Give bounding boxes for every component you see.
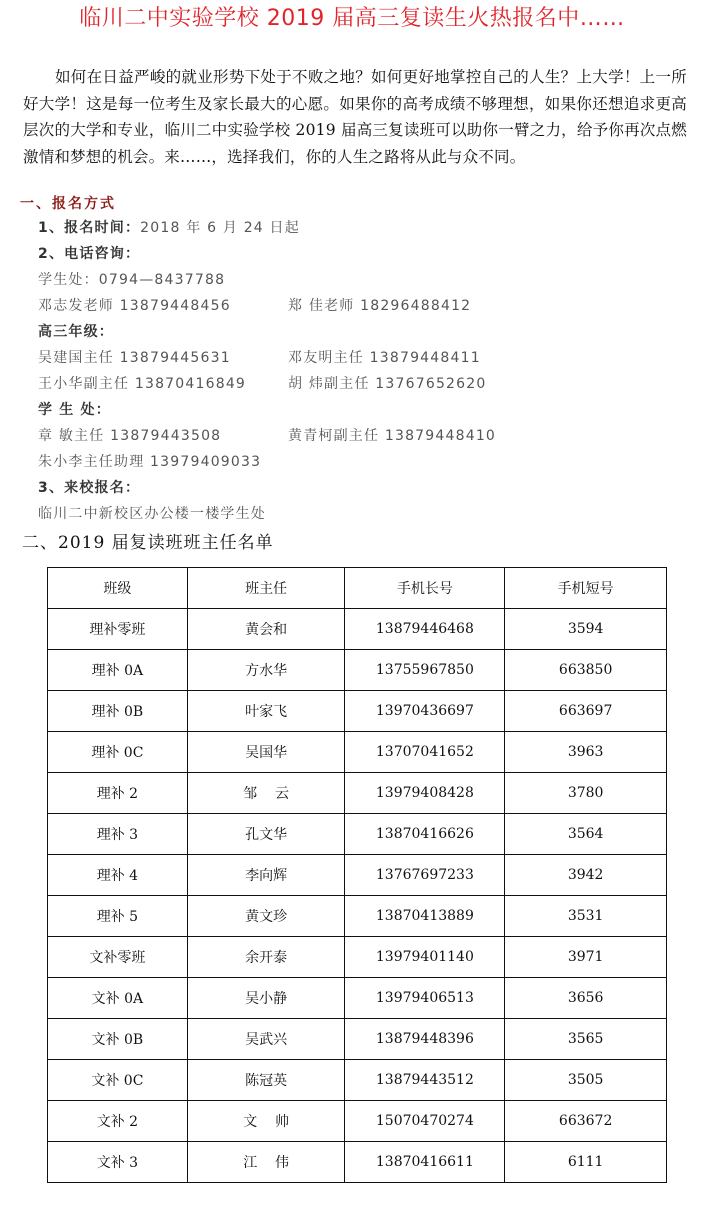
class-cell: 文补 0C (48, 1060, 188, 1101)
mobile-long-cell: 13707041652 (345, 732, 505, 773)
teacher-cell: 叶家飞 (187, 691, 345, 732)
class-cell: 理补 3 (48, 814, 188, 855)
phone-consult-heading: 2、电话咨询： (38, 246, 141, 262)
intro-paragraph: 如何在日益严峻的就业形势下处于不败之地？如何更好地掌控自己的人生？上大学！上一所好大学！这是每一位考生及家长最大的心愿。如果你的高考成绩不够理想，如果你还想追求更高层次的大学和专业，临川二中实验学校 2019 届高三复读班可以助你一臂之力，给予你再次点燃激情和梦想的机会。来……，选择我们，你的人生之路将从此与众不同。 (23, 68, 687, 166)
column-header-teacher: 班主任 (187, 568, 345, 609)
table-row (48, 732, 667, 773)
mobile-long-cell: 13870416611 (345, 1142, 505, 1183)
visit-heading: 3、来校报名： (38, 480, 141, 496)
class-cell: 理补 0C (48, 732, 188, 773)
mobile-short-cell: 6111 (505, 1142, 667, 1183)
mobile-long-cell: 13870416626 (345, 814, 505, 855)
mobile-short-cell: 663850 (505, 650, 667, 691)
mobile-short-cell: 3505 (505, 1060, 667, 1101)
class-cell: 文补 0B (48, 1019, 188, 1060)
student-office-contacts-row (38, 426, 497, 446)
mobile-short-cell: 3780 (505, 773, 667, 814)
grade3-contacts-row (38, 348, 481, 368)
visit-location: 临川二中新校区办公楼一楼学生处 (38, 506, 266, 522)
student-office-contact: 黄青柯副主任 13879448410 (288, 428, 497, 444)
mobile-long-cell: 13979406513 (345, 978, 505, 1019)
mobile-long-cell: 13767697233 (345, 855, 505, 896)
student-office-label (38, 400, 111, 420)
teacher-cell: 黄文珍 (187, 896, 345, 937)
teacher-cell: 吴国华 (187, 732, 345, 773)
mobile-short-cell: 3656 (505, 978, 667, 1019)
teacher-cell: 余开泰 (187, 937, 345, 978)
mobile-long-cell: 13755967850 (345, 650, 505, 691)
grade3-contact: 吴建国主任 13879445631 (38, 350, 231, 366)
grade3-contacts-row (38, 374, 487, 394)
mobile-short-cell: 3531 (505, 896, 667, 937)
head-teacher-table (47, 567, 667, 1183)
table-row (48, 609, 667, 650)
teacher-cell: 方水华 (187, 650, 345, 691)
mobile-short-cell: 3971 (505, 937, 667, 978)
mobile-short-cell: 3565 (505, 1019, 667, 1060)
mobile-long-cell: 13970436697 (345, 691, 505, 732)
table-row (48, 937, 667, 978)
phone-consult-label (38, 244, 140, 264)
mobile-short-cell: 3963 (505, 732, 667, 773)
column-header-class: 班级 (48, 568, 188, 609)
class-cell: 理补 5 (48, 896, 188, 937)
table-row (48, 650, 667, 691)
student-office-contacts-row (38, 452, 261, 472)
registration-time-label: 1、报名时间： (38, 220, 141, 236)
table-row (48, 855, 667, 896)
mobile-long-cell: 13979408428 (345, 773, 505, 814)
teacher-cell: 吴武兴 (187, 1019, 345, 1060)
mobile-short-cell: 663672 (505, 1101, 667, 1142)
class-cell: 文补零班 (48, 937, 188, 978)
student-office-contact: 章 敏主任 13879443508 (38, 428, 222, 444)
table-row (48, 1101, 667, 1142)
grade3-label (38, 322, 114, 342)
mobile-long-cell: 13870413889 (345, 896, 505, 937)
student-office-contact: 朱小李主任助理 13979409033 (38, 454, 262, 470)
teacher-cell: 邹 云 (187, 773, 345, 814)
table-row (48, 773, 667, 814)
class-cell: 理补 0A (48, 650, 188, 691)
teacher-cell: 吴小静 (187, 978, 345, 1019)
teacher-cell: 李向辉 (187, 855, 345, 896)
class-cell: 文补 2 (48, 1101, 188, 1142)
class-cell: 理补 4 (48, 855, 188, 896)
teacher-contact: 邓志发老师 13879448456 (38, 298, 231, 314)
table-header-row (48, 568, 667, 609)
mobile-long-cell: 15070470274 (345, 1101, 505, 1142)
column-header-mobile-long: 手机长号 (345, 568, 505, 609)
column-header-mobile-short: 手机短号 (505, 568, 667, 609)
student-office-heading: 学 生 处： (38, 402, 111, 418)
table-row (48, 896, 667, 937)
teacher-cell: 孔文华 (187, 814, 345, 855)
class-cell: 理补 0B (48, 691, 188, 732)
table-row (48, 1060, 667, 1101)
table-row (48, 814, 667, 855)
student-office-phone: 学生处：0794—8437788 (38, 272, 226, 288)
mobile-short-cell: 3942 (505, 855, 667, 896)
grade3-contact: 王小华副主任 13870416849 (38, 376, 247, 392)
teacher-cell: 陈冠英 (187, 1060, 345, 1101)
table-row (48, 1142, 667, 1183)
page-title: 临川二中实验学校 2019 届高三复读生火热报名中…… (79, 6, 625, 31)
grade3-contact: 胡 炜副主任 13767652620 (288, 376, 487, 392)
class-cell: 理补零班 (48, 609, 188, 650)
grade3-heading: 高三年级： (38, 324, 114, 340)
mobile-short-cell: 3564 (505, 814, 667, 855)
class-cell: 文补 3 (48, 1142, 188, 1183)
registration-time-value: 2018 年 6 月 24 日起 (140, 220, 300, 236)
table-row (48, 1019, 667, 1060)
table-row (48, 978, 667, 1019)
teacher-cell: 黄会和 (187, 609, 345, 650)
mobile-long-cell: 13879443512 (345, 1060, 505, 1101)
section-heading-registration: 一、报名方式 (20, 196, 116, 212)
mobile-short-cell: 3594 (505, 609, 667, 650)
teacher-contacts (38, 296, 472, 316)
table-row (48, 691, 667, 732)
mobile-short-cell: 663697 (505, 691, 667, 732)
class-cell: 文补 0A (48, 978, 188, 1019)
teacher-cell: 文 帅 (187, 1101, 345, 1142)
grade3-contact: 邓友明主任 13879448411 (288, 350, 481, 366)
teacher-contact: 郑 佳老师 18296488412 (288, 298, 472, 314)
visit-label (38, 478, 140, 498)
class-cell: 理补 2 (48, 773, 188, 814)
section-heading-teacher-list: 二、2019 届复读班班主任名单 (22, 533, 274, 553)
mobile-long-cell: 13879446468 (345, 609, 505, 650)
mobile-long-cell: 13879448396 (345, 1019, 505, 1060)
mobile-long-cell: 13979401140 (345, 937, 505, 978)
registration-time (38, 218, 300, 238)
teacher-cell: 江 伟 (187, 1142, 345, 1183)
